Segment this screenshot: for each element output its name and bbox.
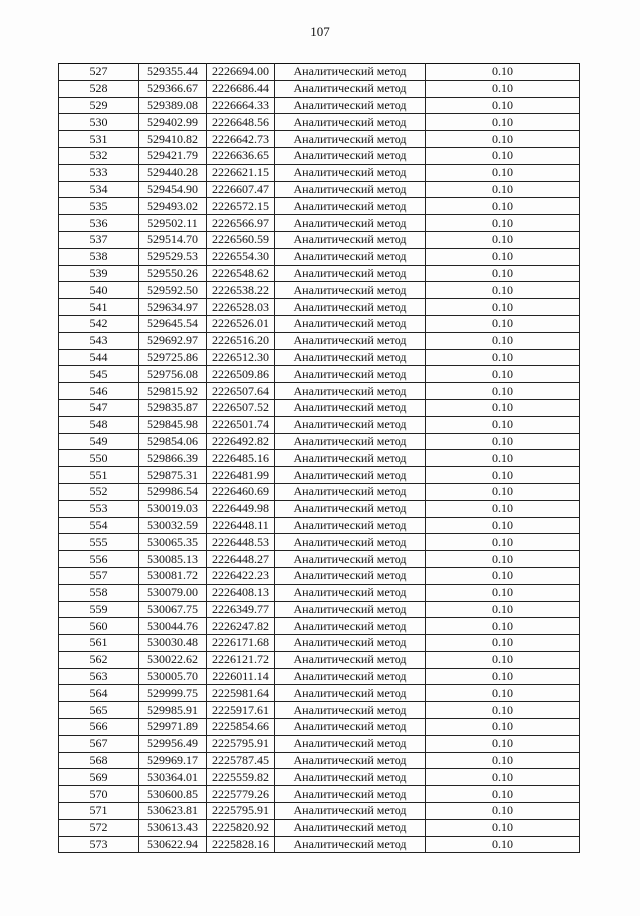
error-cell: 0.10 <box>426 399 580 416</box>
y-coordinate-cell: 2226664.33 <box>207 97 275 114</box>
y-coordinate-cell: 2226171.68 <box>207 635 275 652</box>
method-cell: Аналитический метод <box>275 131 426 148</box>
y-coordinate-cell: 2226460.69 <box>207 483 275 500</box>
table-row <box>59 231 580 248</box>
x-coordinate-cell: 530067.75 <box>139 601 207 618</box>
x-coordinate-cell: 530622.94 <box>139 836 207 853</box>
table-row <box>59 349 580 366</box>
y-coordinate-cell: 2226636.65 <box>207 147 275 164</box>
x-coordinate-cell: 529815.92 <box>139 383 207 400</box>
method-cell: Аналитический метод <box>275 97 426 114</box>
table-row <box>59 618 580 635</box>
point-number-cell: 553 <box>59 500 139 517</box>
y-coordinate-cell: 2225787.45 <box>207 752 275 769</box>
point-number-cell: 557 <box>59 567 139 584</box>
table-row <box>59 719 580 736</box>
point-number-cell: 566 <box>59 719 139 736</box>
point-number-cell: 528 <box>59 80 139 97</box>
error-cell: 0.10 <box>426 215 580 232</box>
y-coordinate-cell: 2226607.47 <box>207 181 275 198</box>
table-row <box>59 147 580 164</box>
method-cell: Аналитический метод <box>275 483 426 500</box>
point-number-cell: 539 <box>59 265 139 282</box>
y-coordinate-cell: 2226507.64 <box>207 383 275 400</box>
point-number-cell: 543 <box>59 332 139 349</box>
table-row <box>59 198 580 215</box>
table-row <box>59 769 580 786</box>
x-coordinate-cell: 529845.98 <box>139 416 207 433</box>
error-cell: 0.10 <box>426 450 580 467</box>
y-coordinate-cell: 2226485.16 <box>207 450 275 467</box>
y-coordinate-cell: 2226492.82 <box>207 433 275 450</box>
point-number-cell: 573 <box>59 836 139 853</box>
x-coordinate-cell: 529529.53 <box>139 248 207 265</box>
x-coordinate-cell: 529692.97 <box>139 332 207 349</box>
method-cell: Аналитический метод <box>275 467 426 484</box>
method-cell: Аналитический метод <box>275 567 426 584</box>
point-number-cell: 545 <box>59 366 139 383</box>
y-coordinate-cell: 2226648.56 <box>207 114 275 131</box>
point-number-cell: 569 <box>59 769 139 786</box>
table-row <box>59 450 580 467</box>
coordinates-table-body <box>59 64 580 853</box>
method-cell: Аналитический метод <box>275 752 426 769</box>
y-coordinate-cell: 2226507.52 <box>207 399 275 416</box>
y-coordinate-cell: 2225779.26 <box>207 786 275 803</box>
x-coordinate-cell: 530085.13 <box>139 551 207 568</box>
y-coordinate-cell: 2226448.27 <box>207 551 275 568</box>
y-coordinate-cell: 2226512.30 <box>207 349 275 366</box>
point-number-cell: 537 <box>59 231 139 248</box>
error-cell: 0.10 <box>426 836 580 853</box>
error-cell: 0.10 <box>426 601 580 618</box>
point-number-cell: 561 <box>59 635 139 652</box>
point-number-cell: 541 <box>59 299 139 316</box>
point-number-cell: 562 <box>59 651 139 668</box>
x-coordinate-cell: 529421.79 <box>139 147 207 164</box>
x-coordinate-cell: 530600.85 <box>139 786 207 803</box>
coordinates-table <box>58 63 580 853</box>
method-cell: Аналитический метод <box>275 803 426 820</box>
table-row <box>59 265 580 282</box>
error-cell: 0.10 <box>426 114 580 131</box>
table-row <box>59 786 580 803</box>
method-cell: Аналитический метод <box>275 534 426 551</box>
point-number-cell: 550 <box>59 450 139 467</box>
point-number-cell: 546 <box>59 383 139 400</box>
table-row <box>59 299 580 316</box>
x-coordinate-cell: 529956.49 <box>139 735 207 752</box>
y-coordinate-cell: 2226526.01 <box>207 315 275 332</box>
method-cell: Аналитический метод <box>275 282 426 299</box>
error-cell: 0.10 <box>426 147 580 164</box>
x-coordinate-cell: 529514.70 <box>139 231 207 248</box>
table-row <box>59 366 580 383</box>
x-coordinate-cell: 529756.08 <box>139 366 207 383</box>
table-row <box>59 64 580 81</box>
error-cell: 0.10 <box>426 769 580 786</box>
x-coordinate-cell: 529835.87 <box>139 399 207 416</box>
x-coordinate-cell: 529645.54 <box>139 315 207 332</box>
x-coordinate-cell: 529985.91 <box>139 702 207 719</box>
error-cell: 0.10 <box>426 551 580 568</box>
error-cell: 0.10 <box>426 534 580 551</box>
error-cell: 0.10 <box>426 719 580 736</box>
x-coordinate-cell: 529550.26 <box>139 265 207 282</box>
method-cell: Аналитический метод <box>275 215 426 232</box>
table-row <box>59 702 580 719</box>
x-coordinate-cell: 529389.08 <box>139 97 207 114</box>
point-number-cell: 529 <box>59 97 139 114</box>
method-cell: Аналитический метод <box>275 819 426 836</box>
point-number-cell: 531 <box>59 131 139 148</box>
x-coordinate-cell: 530044.76 <box>139 618 207 635</box>
x-coordinate-cell: 529986.54 <box>139 483 207 500</box>
method-cell: Аналитический метод <box>275 836 426 853</box>
error-cell: 0.10 <box>426 685 580 702</box>
table-row <box>59 416 580 433</box>
y-coordinate-cell: 2226686.44 <box>207 80 275 97</box>
method-cell: Аналитический метод <box>275 719 426 736</box>
x-coordinate-cell: 530364.01 <box>139 769 207 786</box>
x-coordinate-cell: 529592.50 <box>139 282 207 299</box>
y-coordinate-cell: 2226448.53 <box>207 534 275 551</box>
error-cell: 0.10 <box>426 366 580 383</box>
x-coordinate-cell: 529402.99 <box>139 114 207 131</box>
method-cell: Аналитический метод <box>275 299 426 316</box>
x-coordinate-cell: 529866.39 <box>139 450 207 467</box>
table-row <box>59 315 580 332</box>
table-row <box>59 248 580 265</box>
point-number-cell: 538 <box>59 248 139 265</box>
error-cell: 0.10 <box>426 80 580 97</box>
y-coordinate-cell: 2226408.13 <box>207 584 275 601</box>
point-number-cell: 544 <box>59 349 139 366</box>
point-number-cell: 568 <box>59 752 139 769</box>
error-cell: 0.10 <box>426 433 580 450</box>
table-row <box>59 534 580 551</box>
error-cell: 0.10 <box>426 786 580 803</box>
method-cell: Аналитический метод <box>275 416 426 433</box>
point-number-cell: 567 <box>59 735 139 752</box>
method-cell: Аналитический метод <box>275 198 426 215</box>
x-coordinate-cell: 530613.43 <box>139 819 207 836</box>
y-coordinate-cell: 2226481.99 <box>207 467 275 484</box>
table-row <box>59 567 580 584</box>
method-cell: Аналитический метод <box>275 618 426 635</box>
x-coordinate-cell: 529875.31 <box>139 467 207 484</box>
method-cell: Аналитический метод <box>275 651 426 668</box>
x-coordinate-cell: 529454.90 <box>139 181 207 198</box>
y-coordinate-cell: 2226516.20 <box>207 332 275 349</box>
table-row <box>59 517 580 534</box>
point-number-cell: 530 <box>59 114 139 131</box>
y-coordinate-cell: 2226566.97 <box>207 215 275 232</box>
y-coordinate-cell: 2226572.15 <box>207 198 275 215</box>
point-number-cell: 556 <box>59 551 139 568</box>
table-row <box>59 651 580 668</box>
x-coordinate-cell: 529634.97 <box>139 299 207 316</box>
point-number-cell: 571 <box>59 803 139 820</box>
point-number-cell: 527 <box>59 64 139 81</box>
error-cell: 0.10 <box>426 467 580 484</box>
table-row <box>59 836 580 853</box>
error-cell: 0.10 <box>426 299 580 316</box>
y-coordinate-cell: 2226560.59 <box>207 231 275 248</box>
table-row <box>59 551 580 568</box>
y-coordinate-cell: 2226538.22 <box>207 282 275 299</box>
x-coordinate-cell: 529999.75 <box>139 685 207 702</box>
x-coordinate-cell: 529854.06 <box>139 433 207 450</box>
method-cell: Аналитический метод <box>275 702 426 719</box>
point-number-cell: 572 <box>59 819 139 836</box>
error-cell: 0.10 <box>426 265 580 282</box>
method-cell: Аналитический метод <box>275 500 426 517</box>
y-coordinate-cell: 2226528.03 <box>207 299 275 316</box>
method-cell: Аналитический метод <box>275 80 426 97</box>
y-coordinate-cell: 2226501.74 <box>207 416 275 433</box>
table-row <box>59 668 580 685</box>
table-row <box>59 332 580 349</box>
method-cell: Аналитический метод <box>275 147 426 164</box>
method-cell: Аналитический метод <box>275 399 426 416</box>
point-number-cell: 558 <box>59 584 139 601</box>
error-cell: 0.10 <box>426 584 580 601</box>
error-cell: 0.10 <box>426 567 580 584</box>
method-cell: Аналитический метод <box>275 601 426 618</box>
y-coordinate-cell: 2226349.77 <box>207 601 275 618</box>
point-number-cell: 564 <box>59 685 139 702</box>
method-cell: Аналитический метод <box>275 668 426 685</box>
table-row <box>59 164 580 181</box>
y-coordinate-cell: 2225917.61 <box>207 702 275 719</box>
x-coordinate-cell: 529355.44 <box>139 64 207 81</box>
method-cell: Аналитический метод <box>275 685 426 702</box>
point-number-cell: 555 <box>59 534 139 551</box>
method-cell: Аналитический метод <box>275 315 426 332</box>
method-cell: Аналитический метод <box>275 366 426 383</box>
point-number-cell: 547 <box>59 399 139 416</box>
method-cell: Аналитический метод <box>275 164 426 181</box>
table-row <box>59 383 580 400</box>
x-coordinate-cell: 529971.89 <box>139 719 207 736</box>
y-coordinate-cell: 2226548.62 <box>207 265 275 282</box>
x-coordinate-cell: 530022.62 <box>139 651 207 668</box>
error-cell: 0.10 <box>426 64 580 81</box>
method-cell: Аналитический метод <box>275 635 426 652</box>
x-coordinate-cell: 529725.86 <box>139 349 207 366</box>
error-cell: 0.10 <box>426 618 580 635</box>
x-coordinate-cell: 530005.70 <box>139 668 207 685</box>
x-coordinate-cell: 530019.03 <box>139 500 207 517</box>
y-coordinate-cell: 2225795.91 <box>207 803 275 820</box>
table-row <box>59 97 580 114</box>
error-cell: 0.10 <box>426 97 580 114</box>
method-cell: Аналитический метод <box>275 786 426 803</box>
error-cell: 0.10 <box>426 231 580 248</box>
x-coordinate-cell: 529366.67 <box>139 80 207 97</box>
point-number-cell: 532 <box>59 147 139 164</box>
table-row <box>59 752 580 769</box>
table-row <box>59 399 580 416</box>
method-cell: Аналитический метод <box>275 517 426 534</box>
y-coordinate-cell: 2226554.30 <box>207 248 275 265</box>
error-cell: 0.10 <box>426 315 580 332</box>
point-number-cell: 534 <box>59 181 139 198</box>
y-coordinate-cell: 2225854.66 <box>207 719 275 736</box>
error-cell: 0.10 <box>426 282 580 299</box>
error-cell: 0.10 <box>426 500 580 517</box>
method-cell: Аналитический метод <box>275 349 426 366</box>
point-number-cell: 565 <box>59 702 139 719</box>
method-cell: Аналитический метод <box>275 450 426 467</box>
error-cell: 0.10 <box>426 198 580 215</box>
method-cell: Аналитический метод <box>275 181 426 198</box>
table-row <box>59 500 580 517</box>
method-cell: Аналитический метод <box>275 231 426 248</box>
table-row <box>59 467 580 484</box>
method-cell: Аналитический метод <box>275 248 426 265</box>
point-number-cell: 535 <box>59 198 139 215</box>
point-number-cell: 542 <box>59 315 139 332</box>
error-cell: 0.10 <box>426 416 580 433</box>
x-coordinate-cell: 530032.59 <box>139 517 207 534</box>
method-cell: Аналитический метод <box>275 332 426 349</box>
y-coordinate-cell: 2225981.64 <box>207 685 275 702</box>
y-coordinate-cell: 2226422.23 <box>207 567 275 584</box>
x-coordinate-cell: 530623.81 <box>139 803 207 820</box>
error-cell: 0.10 <box>426 668 580 685</box>
method-cell: Аналитический метод <box>275 64 426 81</box>
table-row <box>59 114 580 131</box>
y-coordinate-cell: 2226121.72 <box>207 651 275 668</box>
error-cell: 0.10 <box>426 383 580 400</box>
error-cell: 0.10 <box>426 735 580 752</box>
table-row <box>59 819 580 836</box>
point-number-cell: 552 <box>59 483 139 500</box>
error-cell: 0.10 <box>426 332 580 349</box>
y-coordinate-cell: 2225828.16 <box>207 836 275 853</box>
method-cell: Аналитический метод <box>275 584 426 601</box>
table-row <box>59 181 580 198</box>
error-cell: 0.10 <box>426 181 580 198</box>
y-coordinate-cell: 2226621.15 <box>207 164 275 181</box>
point-number-cell: 563 <box>59 668 139 685</box>
method-cell: Аналитический метод <box>275 769 426 786</box>
point-number-cell: 559 <box>59 601 139 618</box>
x-coordinate-cell: 530030.48 <box>139 635 207 652</box>
y-coordinate-cell: 2226694.00 <box>207 64 275 81</box>
table-row <box>59 215 580 232</box>
table-row <box>59 635 580 652</box>
table-row <box>59 735 580 752</box>
page-number: 107 <box>310 24 330 39</box>
table-row <box>59 131 580 148</box>
y-coordinate-cell: 2226509.86 <box>207 366 275 383</box>
point-number-cell: 533 <box>59 164 139 181</box>
method-cell: Аналитический метод <box>275 433 426 450</box>
x-coordinate-cell: 529502.11 <box>139 215 207 232</box>
x-coordinate-cell: 530065.35 <box>139 534 207 551</box>
y-coordinate-cell: 2225795.91 <box>207 735 275 752</box>
method-cell: Аналитический метод <box>275 551 426 568</box>
method-cell: Аналитический метод <box>275 114 426 131</box>
error-cell: 0.10 <box>426 752 580 769</box>
error-cell: 0.10 <box>426 819 580 836</box>
method-cell: Аналитический метод <box>275 265 426 282</box>
x-coordinate-cell: 529440.28 <box>139 164 207 181</box>
y-coordinate-cell: 2226448.11 <box>207 517 275 534</box>
error-cell: 0.10 <box>426 248 580 265</box>
table-row <box>59 685 580 702</box>
error-cell: 0.10 <box>426 483 580 500</box>
x-coordinate-cell: 529410.82 <box>139 131 207 148</box>
y-coordinate-cell: 2226247.82 <box>207 618 275 635</box>
y-coordinate-cell: 2226449.98 <box>207 500 275 517</box>
table-row <box>59 80 580 97</box>
error-cell: 0.10 <box>426 517 580 534</box>
method-cell: Аналитический метод <box>275 383 426 400</box>
error-cell: 0.10 <box>426 651 580 668</box>
y-coordinate-cell: 2226642.73 <box>207 131 275 148</box>
point-number-cell: 548 <box>59 416 139 433</box>
x-coordinate-cell: 530081.72 <box>139 567 207 584</box>
table-row <box>59 584 580 601</box>
point-number-cell: 549 <box>59 433 139 450</box>
point-number-cell: 554 <box>59 517 139 534</box>
point-number-cell: 536 <box>59 215 139 232</box>
point-number-cell: 560 <box>59 618 139 635</box>
error-cell: 0.10 <box>426 635 580 652</box>
table-row <box>59 282 580 299</box>
error-cell: 0.10 <box>426 349 580 366</box>
y-coordinate-cell: 2226011.14 <box>207 668 275 685</box>
table-row <box>59 601 580 618</box>
point-number-cell: 551 <box>59 467 139 484</box>
x-coordinate-cell: 530079.00 <box>139 584 207 601</box>
error-cell: 0.10 <box>426 164 580 181</box>
table-row <box>59 433 580 450</box>
x-coordinate-cell: 529493.02 <box>139 198 207 215</box>
method-cell: Аналитический метод <box>275 735 426 752</box>
error-cell: 0.10 <box>426 803 580 820</box>
error-cell: 0.10 <box>426 702 580 719</box>
table-row <box>59 483 580 500</box>
y-coordinate-cell: 2225820.92 <box>207 819 275 836</box>
point-number-cell: 540 <box>59 282 139 299</box>
x-coordinate-cell: 529969.17 <box>139 752 207 769</box>
table-row <box>59 803 580 820</box>
y-coordinate-cell: 2225559.82 <box>207 769 275 786</box>
point-number-cell: 570 <box>59 786 139 803</box>
error-cell: 0.10 <box>426 131 580 148</box>
